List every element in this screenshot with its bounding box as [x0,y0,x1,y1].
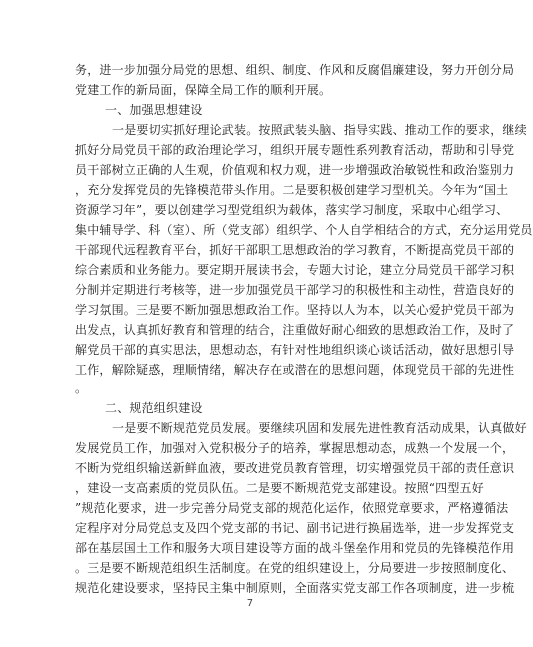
body-text-line: 。 [75,381,88,395]
section-heading: 一、加强思想建设 [105,103,203,117]
body-text-line: ，充分发挥党员的先锋模范带头作用。二是要积极创建学习型机关。今年为“国土 [75,183,509,197]
body-text-line: 定程序对分局党总支及四个党支部的书记、副书记进行换届选举，进一步发挥党支 [75,521,515,535]
body-text-line: 党建工作的新局面，保障全局工作的顺利开展。 [75,83,332,97]
body-text-line: 规范化建设要求，坚持民主集中制原则，全面落实党支部工作各项制度，进一步梳 [75,581,515,595]
section-heading: 二、规范组织建设 [105,401,203,415]
page-number: 7 [246,598,254,609]
body-text-line: 务，进一步加强分局党的思想、组织、制度、作风和反腐倡廉建设，努力开创分局 [75,63,515,77]
body-text-line: 工作，解除疑惑，理顺情绪，解决存在或潜在的思想问题，体现党员干部的先进性 [75,363,515,377]
body-text-line: 员干部树立正确的人生观，价值观和权力观，进一步增强政治敏锐性和政治鉴别力 [75,163,515,177]
body-text-line: 不断为党组织输送新鲜血液，要改进党员教育管理，切实增强党员干部的责任意识 [75,461,515,475]
body-text-line: 抓好分局党员干部的政治理论学习，组织开展专题性系列教育活动，帮助和引导党 [75,143,515,157]
body-text-line: 干部现代远程教育平台，抓好干部职工思想政治的学习教育，不断提高党员干部的 [75,243,515,257]
body-text-line: 分制并定期进行考核等，进一步加强党员干部学习的积极性和主动性，营造良好的 [75,283,515,297]
body-text-line: 一是要切实抓好理论武装。按照武装头脑、指导实践、推动工作的要求，继续 [112,123,527,137]
body-text-line: ”规范化要求，进一步完善分局党支部的规范化运作，依照党章要求，严格遵循法 [75,501,509,515]
body-text-line: 集中辅导学、科（室）、所（党支部）组织学、个人自学相结合的方式，充分运用党员 [75,223,533,237]
body-text-line: 综合素质和业务能力。要定期开展读书会，专题大讨论，建立分局党员干部学习积 [75,263,515,277]
body-text-line: 解党员干部的真实思法，思想动态，有针对性地组织谈心谈话活动，做好思想引导 [75,343,515,357]
body-text-line: ，建设一支高素质的党员队伍。二是要不断规范党支部建设。按照“四型五好 [75,481,484,495]
body-text-line: 学习氛围。三是要不断加强思想政治工作。坚持以人为本，以关心爱护党员干部为 [75,303,515,317]
body-text-line: 资源学习年”，要以创建学习型党组织为载体，落实学习制度，采取中心组学习、 [75,203,509,217]
body-text-line: 出发点，认真抓好教育和管理的结合，注重做好耐心细致的思想政治工作，及时了 [75,323,515,337]
body-text-line: 一是要不断规范党员发展。要继续巩固和发展先进性教育活动成果，认真做好 [112,421,527,435]
body-text-line: 发展党员工作，加强对入党积极分子的培养，掌握思想动态，成熟一个发展一个， [75,441,515,455]
body-text-line: 部在基层国土工作和服务大项目建设等方面的战斗堡垒作用和党员的先锋模范作用 [75,541,515,555]
body-text-line: 。三是要不断规范组织生活制度。在党的组织建设上，分局要进一步按照制度化、 [75,561,515,575]
